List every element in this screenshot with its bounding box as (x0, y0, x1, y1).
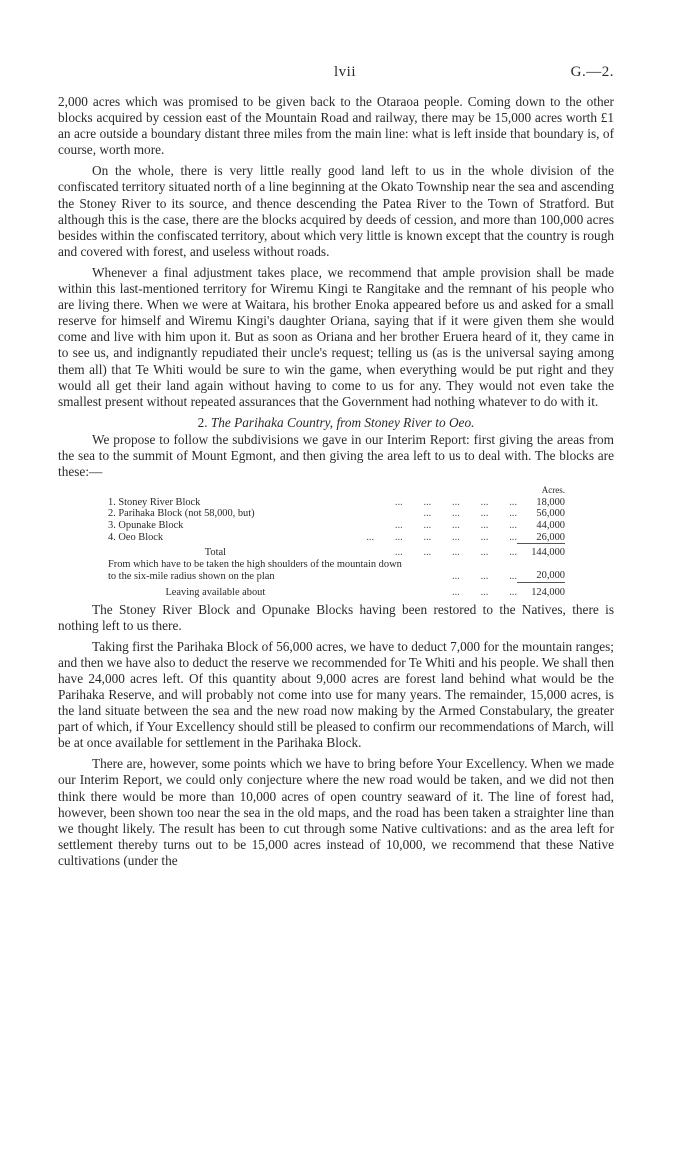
paragraph-continuation: 2,000 acres which was promised to be given back to the Otaraoa people. Coming down to the other blocks acquired by cession east of the Mountain Road and railway, there may be 15,000 acres worth £1 an acre outside a boundary distant three miles from the main line: what is left inside that boundary is, of course, worth more. (58, 94, 614, 158)
page-body (58, 94, 614, 874)
section-title: The Parihaka Country, from Stoney River to Oeo. (210, 414, 475, 430)
leaving-value: 124,000 (517, 582, 565, 598)
paragraph: There are, however, some points which we have to bring before Your Excellency. When we made our Interim Report, we could only conjecture where the new road would be taken, and we did not then think there would be more than 10,000 acres of open country seaward of it. The line of forest had, however, been shown too near the sea in the old maps, and the road has been taken a straighter line than we thought likely. The result has been to cut through some Native cultivations: and as the area left for settlement thereby turns out to be 15,000 acres instead of 10,000, we recommend that these Native cultivations (under the (58, 756, 614, 868)
section-number: 2. (197, 414, 208, 430)
deduction-row (108, 559, 565, 571)
paragraph: We propose to follow the subdivisions we gave in our Interim Report: first giving the areas from the sea to the summit of Mount Egmont, and then giving the area left to us to deal with. The blocks are these:— (58, 431, 614, 480)
table-row: 2. Parihaka Block (not 58,000, but) ... ... ... ... 56,000 (108, 508, 565, 520)
leaving-label: Leaving available about (165, 586, 266, 598)
unit-label: Acres. (541, 485, 565, 496)
section-heading (58, 415, 614, 431)
table-header-row (108, 485, 565, 497)
total-row: Total ... ... ... ... ... 144,000 (108, 544, 565, 559)
table-row: 3. Opunake Block ... ... ... ... ... 44,000 (108, 519, 565, 531)
block-name: 4. Oeo Block (108, 532, 164, 544)
block-name: 2. Parihaka Block (not 58,000, but) (108, 508, 255, 520)
table-row: 4. Oeo Block ... ... ... ... ... ... 26,000 (108, 531, 565, 544)
document-reference: G.—2. (570, 64, 614, 80)
acreage-table (108, 485, 565, 598)
block-name: 3. Opunake Block (108, 519, 184, 531)
table-row: 1. Stoney River Block ... ... ... ... ... 18,000 (108, 496, 565, 508)
paragraph: The Stoney River Block and Opunake Blocks having been restored to the Natives, there is nothing left to us there. (58, 601, 614, 633)
deduction-text-line2: to the six-mile radius shown on the plan (108, 570, 275, 582)
deduction-value: 20,000 (536, 570, 565, 582)
block-name: 1. Stoney River Block (108, 496, 201, 508)
paragraph: Whenever a final adjustment takes place, we recommend that ample provision shall be made within this last-mentioned territory for Wiremu Kingi te Rangitake and the remnant of his people who are living there. When we were at Waitara, his brother Enoka appeared before us and asked for a small reserve for himself and Wiremu Kingi's daughter Oriana, saying that if it were given them she would come and live with him upon it. But as soon as Oriana and her brother Eruera heard of it, they came in to see us, and indignantly repudiated their uncle's request; telling us (as is the universal saying among them all) that Te Whiti would be sure to win the game, when everything would be put right and they would all get their land again without having to come to us for any. They would not even take the smallest present without repeated assurances that the Government had nothing whatever to do with it. (58, 264, 614, 409)
block-acres: 26,000 (536, 531, 565, 543)
page-number: lvii (334, 64, 357, 80)
block-acres: 44,000 (536, 519, 565, 531)
paragraph: On the whole, there is very little really good land left to us in the whole division of the confiscated territory situated north of a line beginning at the Okato Township near the sea and ascending the Stoney River to its source, and thence descending the Patea River to the Town of Stratford. But although this is the case, there are the blocks acquired by deeds of cession, and more than 100,000 acres besides within the confiscated territory, about which very little is known except that the country is rough and covered with forest, and useless without roads. (58, 163, 614, 259)
block-acres: 18,000 (536, 496, 565, 508)
leaving-row: Leaving available about ... ... ... 124,000 (108, 582, 565, 598)
deduction-row: to the six-mile radius shown on the plan ... ... ... 20,000 (108, 570, 565, 582)
block-acres: 56,000 (536, 508, 565, 520)
total-label: Total (204, 547, 226, 559)
deduction-text-line1: From which have to be taken the high shoulders of the mountain down (108, 558, 402, 570)
total-value: 144,000 (517, 544, 565, 559)
paragraph: Taking first the Parihaka Block of 56,000 acres, we have to deduct 7,000 for the mountain ranges; and then we have also to deduct the reserve we recommended for Te Whiti and his people. We shall then have 24,000 acres left. Of this quantity about 9,000 acres are forest land behind what would be the Parihaka Reserve, and will probably not come into use for many years. The remainder, 15,000 acres, is the land situate between the sea and the new road now making by the Armed Constabulary, the greater part of which, if Your Excellency should still be pleased to confirm our recommendations of March, will be at once available for settlement in the Parihaka Block. (58, 638, 614, 751)
page-header (58, 64, 614, 86)
